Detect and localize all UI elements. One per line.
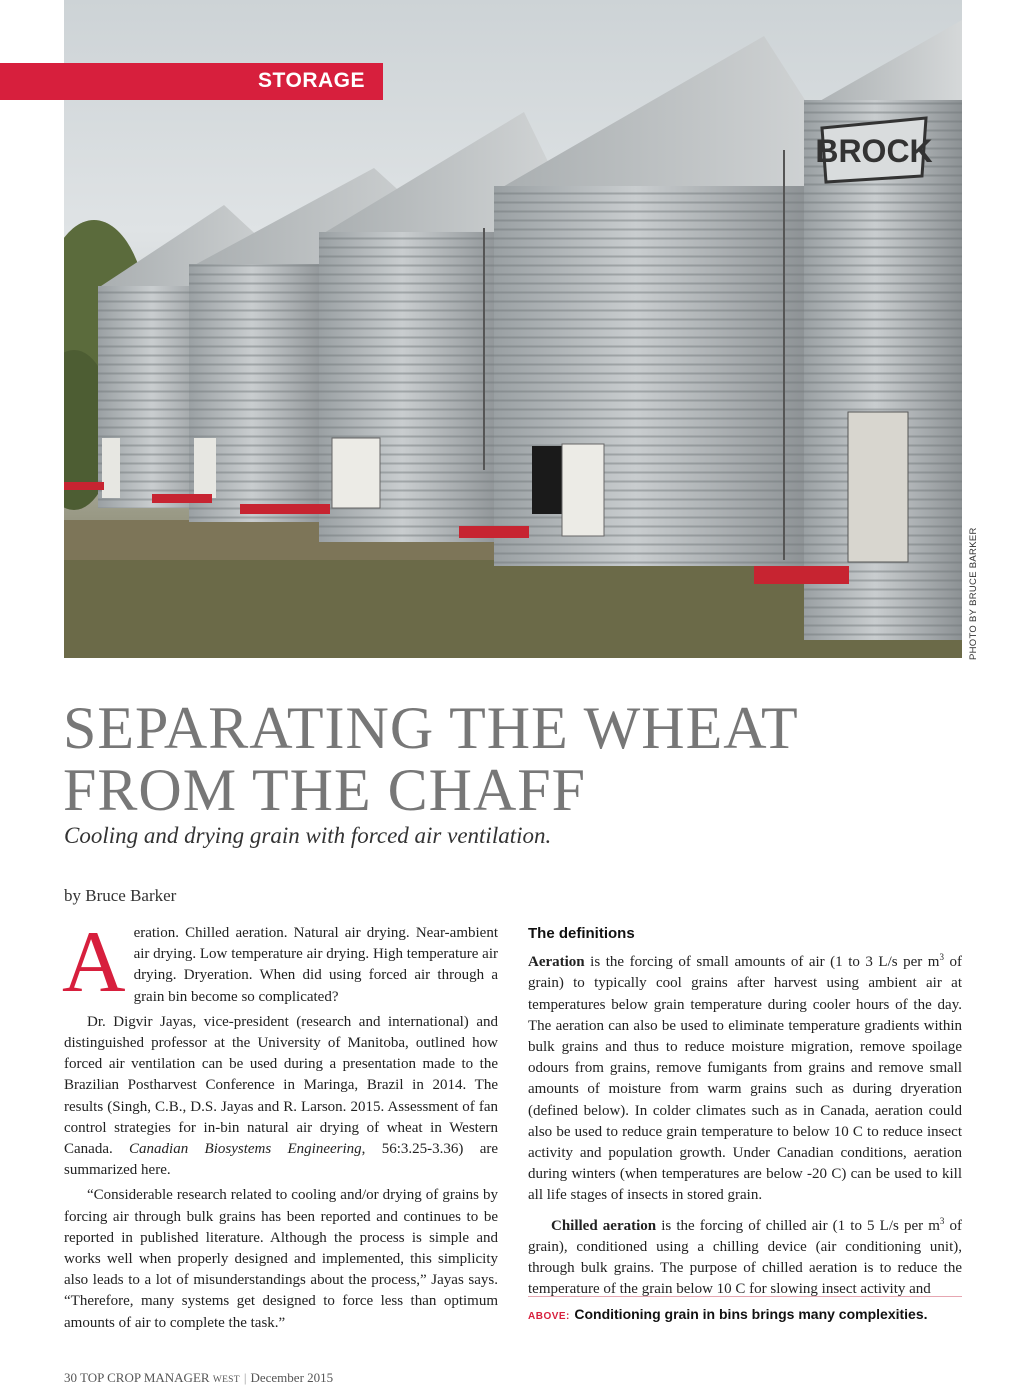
caption-text: Conditioning grain in bins brings many complexities. xyxy=(574,1306,928,1322)
definitions-heading: The definitions xyxy=(528,925,635,942)
chilled-aeration-definition xyxy=(528,1211,962,1301)
paragraph-intro xyxy=(62,914,498,1011)
photo-credit: PHOTO BY BRUCE BARKER xyxy=(968,527,979,660)
chilled-aeration-term: Chilled aeration xyxy=(551,1217,657,1234)
brock-sign xyxy=(815,118,932,182)
aeration-text-a: is the forcing of small amounts of air (1 to 3 L/s per m xyxy=(584,954,940,971)
caption-label: ABOVE: xyxy=(528,1311,570,1322)
section-tag xyxy=(0,63,383,100)
paragraph-3: “Considerable research related to cooling and/or drying of grains by forcing air through bulk grains has been reported and continues to be reported in published literature. Although the process is simple and works well when properly designed and implemented, this simplicity also leads to a lot of misunderstandings about the process,” Jayas says. “Therefore, many systems get designed to force less than optimum amounts of air to complete the task.” xyxy=(64,1187,498,1331)
magazine-edition: WEST xyxy=(212,1375,240,1385)
paragraph-intro-text: eration. Chilled aeration. Natural air drying. Near-ambient air drying. Low temperature air drying. High temperature air drying. Dryeration. When did using forced air through a grain bin become so complicated? xyxy=(133,925,498,1005)
aeration-term: Aeration xyxy=(528,954,585,971)
section-tag-label: STORAGE xyxy=(258,69,365,92)
byline: by Bruce Barker xyxy=(64,886,177,905)
headline-line-2: FROM THE CHAFF xyxy=(63,757,587,823)
footer-separator: | xyxy=(243,1370,247,1385)
chilled-sup: 3 xyxy=(939,1215,945,1226)
paragraph-2-text: Dr. Digvir Jayas, vice-president (research and international) and distinguished professor at the University of Manitoba, outlined how forced air ventilation can be used during a presentation made to the Brazilian Postharvest Conference in Maringa, Brazil in 2014. The results (Singh, C.B., D.S. Jayas and R. Larson. 2015. Assessment of fan control strategies for in-bin natural air drying of wheat in Western Canada. xyxy=(64,1013,498,1158)
chilled-text-a: is the forcing of chilled air (1 to 5 L/s per m xyxy=(656,1217,940,1234)
aeration-text-b: of grain) to typically cool grains after harvest using ambient air at temperatures below grain temperature during cooler hours of the day. The aeration can also be used to eliminate temperature gradients within bulk grains and thus to reduce moisture migration, remove spoilage odours from grains, remove fumigants from grains and remove small amounts of moisture from warm grains such as during dryeration (defined below). In colder climates such as in Canada, aeration could also be used to reduce grain temperature to below 10 C to reduce insect activity and population growth. Under Canadian conditions, aeration during winters (when temperatures are below -20 C) can be used to kill all life stages of insects in stored grain. xyxy=(528,954,963,1204)
article-left-column xyxy=(62,914,498,1338)
aeration-sup: 3 xyxy=(939,952,944,963)
paragraph-2-end: , 56:3.25-3.36) are summarized here. xyxy=(64,1141,498,1179)
journal-title: Canadian Biosystems Engineering xyxy=(129,1141,362,1158)
paragraph-2 xyxy=(64,1012,498,1182)
caption-divider xyxy=(528,1296,962,1297)
chilled-text-b: of grain), conditioned using a chilling device (air conditioning unit), through bulk grains. The purpose of chilled aeration is to reduce the temperature of the grain below 10 C for slowing insect activity and xyxy=(528,1217,962,1298)
svg-text:BROCK: BROCK xyxy=(815,133,933,169)
photo-caption xyxy=(528,1306,962,1324)
page-footer xyxy=(64,1370,333,1386)
deck: Cooling and drying grain with forced air ventilation. xyxy=(64,823,552,848)
article-right-column xyxy=(528,923,962,1304)
page-number: 30 xyxy=(64,1370,77,1385)
headline-line-1: SEPARATING THE WHEAT xyxy=(63,695,799,761)
issue-date: December 2015 xyxy=(250,1370,334,1385)
aeration-definition xyxy=(528,947,962,1206)
headline xyxy=(63,697,963,821)
magazine-name: TOP CROP MANAGER xyxy=(80,1370,210,1385)
drop-cap: A xyxy=(62,914,126,1011)
